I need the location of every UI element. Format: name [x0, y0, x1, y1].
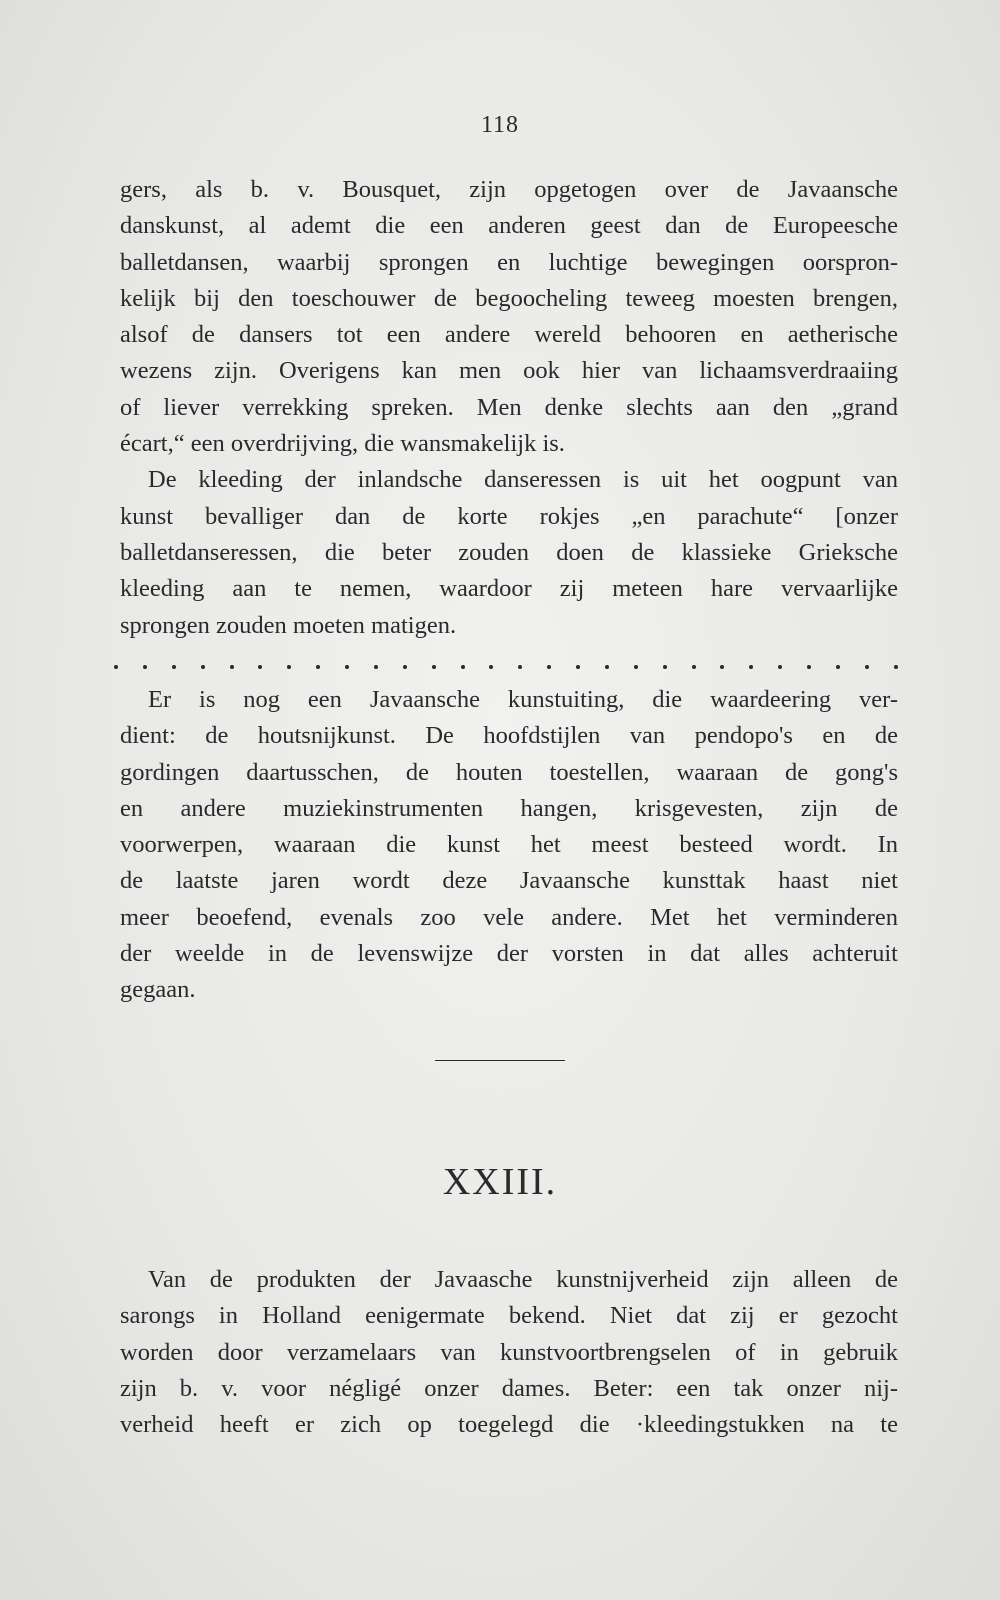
- dot: [663, 665, 667, 669]
- dot: [836, 665, 840, 669]
- text-block-woodcarving: [120, 682, 898, 1009]
- text-line: worden door verzamelaars van kunstvoortbrengselen of in gebruik: [120, 1338, 898, 1366]
- text-line: zijn b. v. voor négligé onzer dames. Beter: een tak onzer nij-: [120, 1374, 898, 1402]
- section-divider: [435, 1060, 565, 1061]
- chapter-heading: XXIII.: [442, 1161, 558, 1203]
- text-line: kelijk bij den toeschouwer de begoocheling teweeg moesten brengen,: [120, 284, 898, 312]
- dot: [807, 665, 811, 669]
- text-line: kunst bevalliger dan de korte rokjes „en parachute“ [onzer: [120, 502, 898, 530]
- text-line: kleeding aan te nemen, waardoor zij meteen hare vervaarlijke: [120, 575, 898, 603]
- text-line: de laatste jaren wordt deze Javaansche kunsttak haast niet: [120, 867, 898, 895]
- dot: [605, 665, 609, 669]
- dot: [576, 665, 580, 669]
- text-line: of liever verrekking spreken. Men denke slechts aan den „grand: [120, 393, 898, 421]
- text-line: danskunst, al ademt die een anderen geest dan de Europeesche: [120, 212, 898, 240]
- dot: [518, 665, 522, 669]
- text-line: meer beoefend, evenals zoo vele andere. Met het verminderen: [120, 903, 898, 931]
- dot: [489, 665, 493, 669]
- text-line: De kleeding der inlandsche danseressen is uit het oogpunt van: [148, 466, 898, 494]
- dot: [461, 665, 465, 669]
- dot: [374, 665, 378, 669]
- dot: [230, 665, 234, 669]
- text-line: der weelde in de levenswijze der vorsten in dat alles achteruit: [120, 940, 898, 968]
- dot: [403, 665, 407, 669]
- text-line: en andere muziekinstrumenten hangen, krisgevesten, zijn de: [120, 794, 898, 822]
- dot: [143, 665, 147, 669]
- dot: [720, 665, 724, 669]
- text-line: gers, als b. v. Bousquet, zijn opgetogen over de Javaansche: [120, 176, 898, 203]
- dot: [749, 665, 753, 669]
- dot: [894, 665, 898, 669]
- dot: [547, 665, 551, 669]
- text-line: sprongen zouden moeten matigen.: [120, 611, 457, 639]
- dot: [432, 665, 436, 669]
- dot: [258, 665, 262, 669]
- text-line: balletdansen, waarbij sprongen en luchtige bewegingen oorspron-: [120, 248, 898, 276]
- text-line: dient: de houtsnijkunst. De hoofdstijlen van pendopo's en de: [120, 722, 898, 750]
- text-line: Er is nog een Javaansche kunstuiting, die waardeering ver-: [148, 686, 898, 713]
- text-line: balletdanseressen, die beter zouden doen de klassieke Grieksche: [120, 538, 898, 566]
- dot: [778, 665, 782, 669]
- page-number: 118: [480, 112, 520, 138]
- text-block-dance: [120, 172, 898, 644]
- text-line: gegaan.: [120, 976, 196, 1004]
- text-line: wezens zijn. Overigens kan men ook hier van lichaamsverdraaiing: [120, 357, 898, 385]
- ellipsis-dot-row: [114, 655, 898, 679]
- dot: [316, 665, 320, 669]
- dot: [287, 665, 291, 669]
- text-line: Van de produkten der Javaasche kunstnijverheid zijn alleen de: [148, 1266, 898, 1293]
- text-line: verheid heeft er zich op toegelegd die ·kleedingstukken na te: [120, 1411, 898, 1439]
- text-line: écart,“ een overdrijving, die wansmakelijk is.: [120, 430, 565, 458]
- text-line: sarongs in Holland eenigermate bekend. Niet dat zij er gezocht: [120, 1302, 898, 1330]
- dot: [865, 665, 869, 669]
- dot: [201, 665, 205, 669]
- dot: [692, 665, 696, 669]
- dot: [114, 665, 118, 669]
- dot: [172, 665, 176, 669]
- dot: [345, 665, 349, 669]
- dot: [634, 665, 638, 669]
- text-line: voorwerpen, waaraan die kunst het meest besteed wordt. In: [120, 831, 898, 859]
- text-line: alsof de dansers tot een andere wereld behooren en aetherische: [120, 321, 898, 349]
- text-line: gordingen daartusschen, de houten toestellen, waaraan de gong's: [120, 758, 898, 786]
- text-block-sarongs: [120, 1262, 898, 1443]
